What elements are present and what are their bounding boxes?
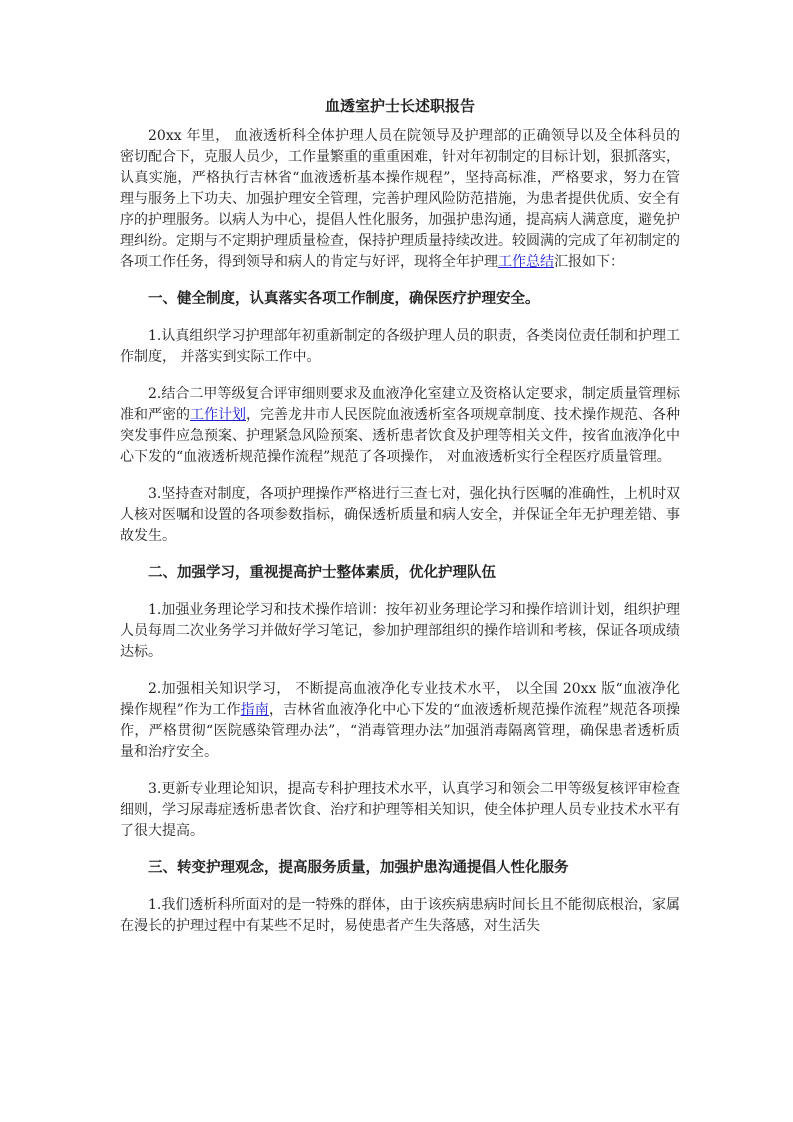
section2-paragraph-1: 1.加强业务理论学习和技术操作培训：按年初业务理论学习和操作培训计划，组织护理人员每周二次业务学习并做好学习笔记，参加护理部组织的操作培训和考核，保证各项成绩达标。 [120, 602, 680, 660]
section1-p2-text: 2.结合二甲等级复合评审细则要求及血液净化室建立及资格认定要求，制定质量管理标准和严密的 [120, 386, 680, 423]
section1-heading: 一、健全制度，认真落实各项工作制度，确保医疗护理安全。 [148, 291, 540, 307]
section2-heading: 二、加强学习，重视提高护士整体素质，优化护理队伍 [148, 565, 496, 581]
work-summary-link[interactable]: 工作总结 [498, 254, 554, 270]
section1-p2-text-end: ，完善龙井市人民医院血液透析室各项规章制度、技术操作规范、各种突发事件应急预案、护理紧急风险预案、透析患者饮食及护理等相关文件，按省血液净化中心下发的“血液透析规范操作流程”规范了各项操作， 对血液透析实行全程医疗质量管理。 [120, 407, 680, 465]
intro-paragraph [120, 126, 680, 273]
section1-paragraph-1: 1.认真组织学习护理部年初重新制定的各级护理人员的职责，各类岗位责任制和护理工作制度， 并落实到实际工作中。 [120, 328, 680, 365]
document-title: 血透室护士长述职报告 [324, 97, 475, 115]
guide-link[interactable]: 指南 [240, 702, 269, 718]
section3-heading: 三、转变护理观念，提高服务质量，加强护患沟通提倡人性化服务 [148, 860, 569, 876]
document-page [120, 96, 680, 953]
intro-text-end: 汇报如下： [554, 254, 624, 270]
section2-paragraph-2 [120, 679, 680, 763]
section3-paragraph-1: 1.我们透析科所面对的是一特殊的群体，由于该疾病患病时间长且不能彻底根治，家属在漫长的护理过程中有某些不足时，易使患者产生失落感，对生活失 [120, 897, 680, 934]
intro-text: 20xx 年里， 血液透析科全体护理人员在院领导及护理部的正确领导以及全体科员的密切配合下，克服人员少，工作量繁重的重重困难，针对年初制定的目标计划，狠抓落实，认真实施，严格执行吉林省“血液透析基本操作规程”，坚持高标准，严格要求，努力在管理与服务上下功夫、加强护理安全管理，完善护理风险防范措施，为患者提供优质、安全有序的护理服务。以病人为中心，提倡人性化服务，加强护患沟通，提高病人满意度，避免护理纠纷。定期与不定期护理质量检查，保持护理质量持续改进。较圆满的完成了年初制定的各项工作任务，得到领导和病人的肯定与好评，现将全年护理 [120, 128, 680, 270]
section2-paragraph-3: 3.更新专业理论知识，提高专科护理技术水平，认真学习和领会二甲等级复核评审检查细则，学习尿毒症透析患者饮食、治疗和护理等相关知识，使全体护理人员专业技术水平有了很大提高。 [120, 781, 680, 839]
section2-p2-text: 2.加强相关知识学习， 不断提高血液净化专业技术水平， 以全国 20xx 版“血液净化操作规程”作为工作 [120, 681, 680, 718]
work-plan-link[interactable]: 工作计划 [190, 407, 246, 423]
section2-p2-text-end: ，吉林省血液净化中心下发的“血液透析规范操作流程”规范各项操作，严格贯彻“医院感染管理办法”，“消毒管理办法”加强消毒隔离管理，确保患者透析质量和治疗安全。 [120, 702, 680, 760]
section1-paragraph-2 [120, 384, 680, 468]
section1-paragraph-3: 3.坚持查对制度，各项护理操作严格进行三查七对，强化执行医嘱的准确性，上机时双人核对医嘱和设置的各项参数指标，确保透析质量和病人安全，并保证全年无护理差错、事故发生。 [120, 486, 680, 544]
